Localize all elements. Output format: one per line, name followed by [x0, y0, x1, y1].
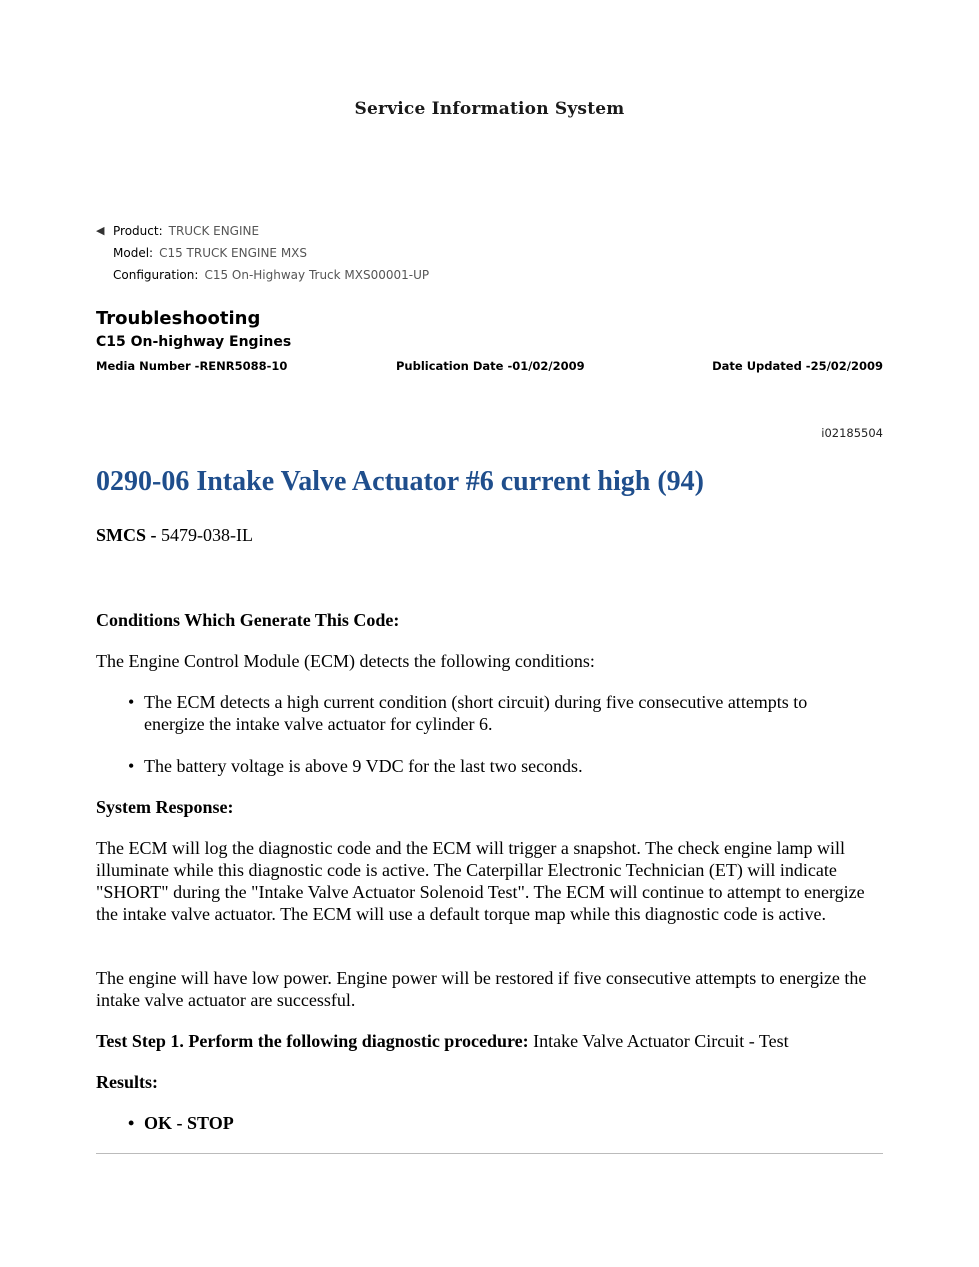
conditions-intro: The Engine Control Module (ECM) detects the following conditions:	[96, 651, 595, 671]
back-arrow-icon[interactable]: ◀	[96, 224, 105, 237]
condition-text: The ECM detects a high current condition (short circuit) during five consecutive attempts to energize the intake valve actuator for cylinder 6.	[144, 692, 808, 734]
condition-text: The battery voltage is above 9 VDC for the last two seconds.	[144, 756, 583, 776]
conditions-heading: Conditions Which Generate This Code:	[96, 610, 400, 630]
test-step-1	[96, 1030, 883, 1052]
meta-product	[113, 224, 259, 238]
test-step-label: Test Step 1. Perform the following diagnostic procedure:	[96, 1031, 529, 1051]
system-response-heading: System Response:	[96, 797, 234, 817]
document-id: i02185504	[821, 426, 883, 440]
system-response-paragraph-1: The ECM will log the diagnostic code and the ECM will trigger a snapshot. The check engine lamp will illuminate while this diagnostic code is active. The Caterpillar Electronic Technician (ET) will indicate "SHORT" during the "Intake Valve Actuator Solenoid Test". The ECM will continue to attempt to energize the intake valve actuator. The ECM will use a default torque map while this diagnostic code is active.	[96, 838, 865, 924]
configuration-value: C15 On-Highway Truck MXS00001-UP	[204, 268, 430, 282]
media-number: Media Number -RENR5088-10	[96, 359, 288, 373]
test-step-link[interactable]: Intake Valve Actuator Circuit - Test	[533, 1031, 789, 1051]
bullet-icon: •	[128, 756, 135, 776]
meta-configuration	[113, 268, 429, 282]
footer-divider	[96, 1153, 883, 1154]
service-information-system-logo: Service Information System	[354, 99, 625, 119]
publication-date: Publication Date -01/02/2009	[396, 359, 585, 373]
smcs-line	[96, 524, 883, 546]
document-subtitle: C15 On-highway Engines	[96, 334, 292, 350]
date-updated: Date Updated -25/02/2009	[712, 359, 883, 373]
list-item	[128, 691, 868, 735]
smcs-label: SMCS -	[96, 525, 157, 545]
list-item	[128, 755, 868, 777]
bullet-icon: •	[128, 692, 135, 712]
model-value: C15 TRUCK ENGINE MXS	[159, 246, 308, 260]
configuration-label: Configuration:	[113, 268, 199, 282]
bullet-icon: •	[128, 1113, 135, 1133]
product-value: TRUCK ENGINE	[168, 224, 260, 238]
meta-model	[113, 246, 307, 260]
product-label: Product:	[113, 224, 163, 238]
smcs-value: 5479-038-IL	[161, 525, 253, 545]
results-heading: Results:	[96, 1072, 158, 1092]
model-label: Model:	[113, 246, 154, 260]
system-response-paragraph-2: The engine will have low power. Engine power will be restored if five consecutive attempts to energize the intake valve actuator are successful.	[96, 968, 867, 1010]
list-item	[128, 1112, 868, 1134]
result-text: OK - STOP	[144, 1113, 234, 1133]
page-title: 0290-06 Intake Valve Actuator #6 current high (94)	[96, 466, 704, 497]
document-title: Troubleshooting	[96, 308, 261, 329]
